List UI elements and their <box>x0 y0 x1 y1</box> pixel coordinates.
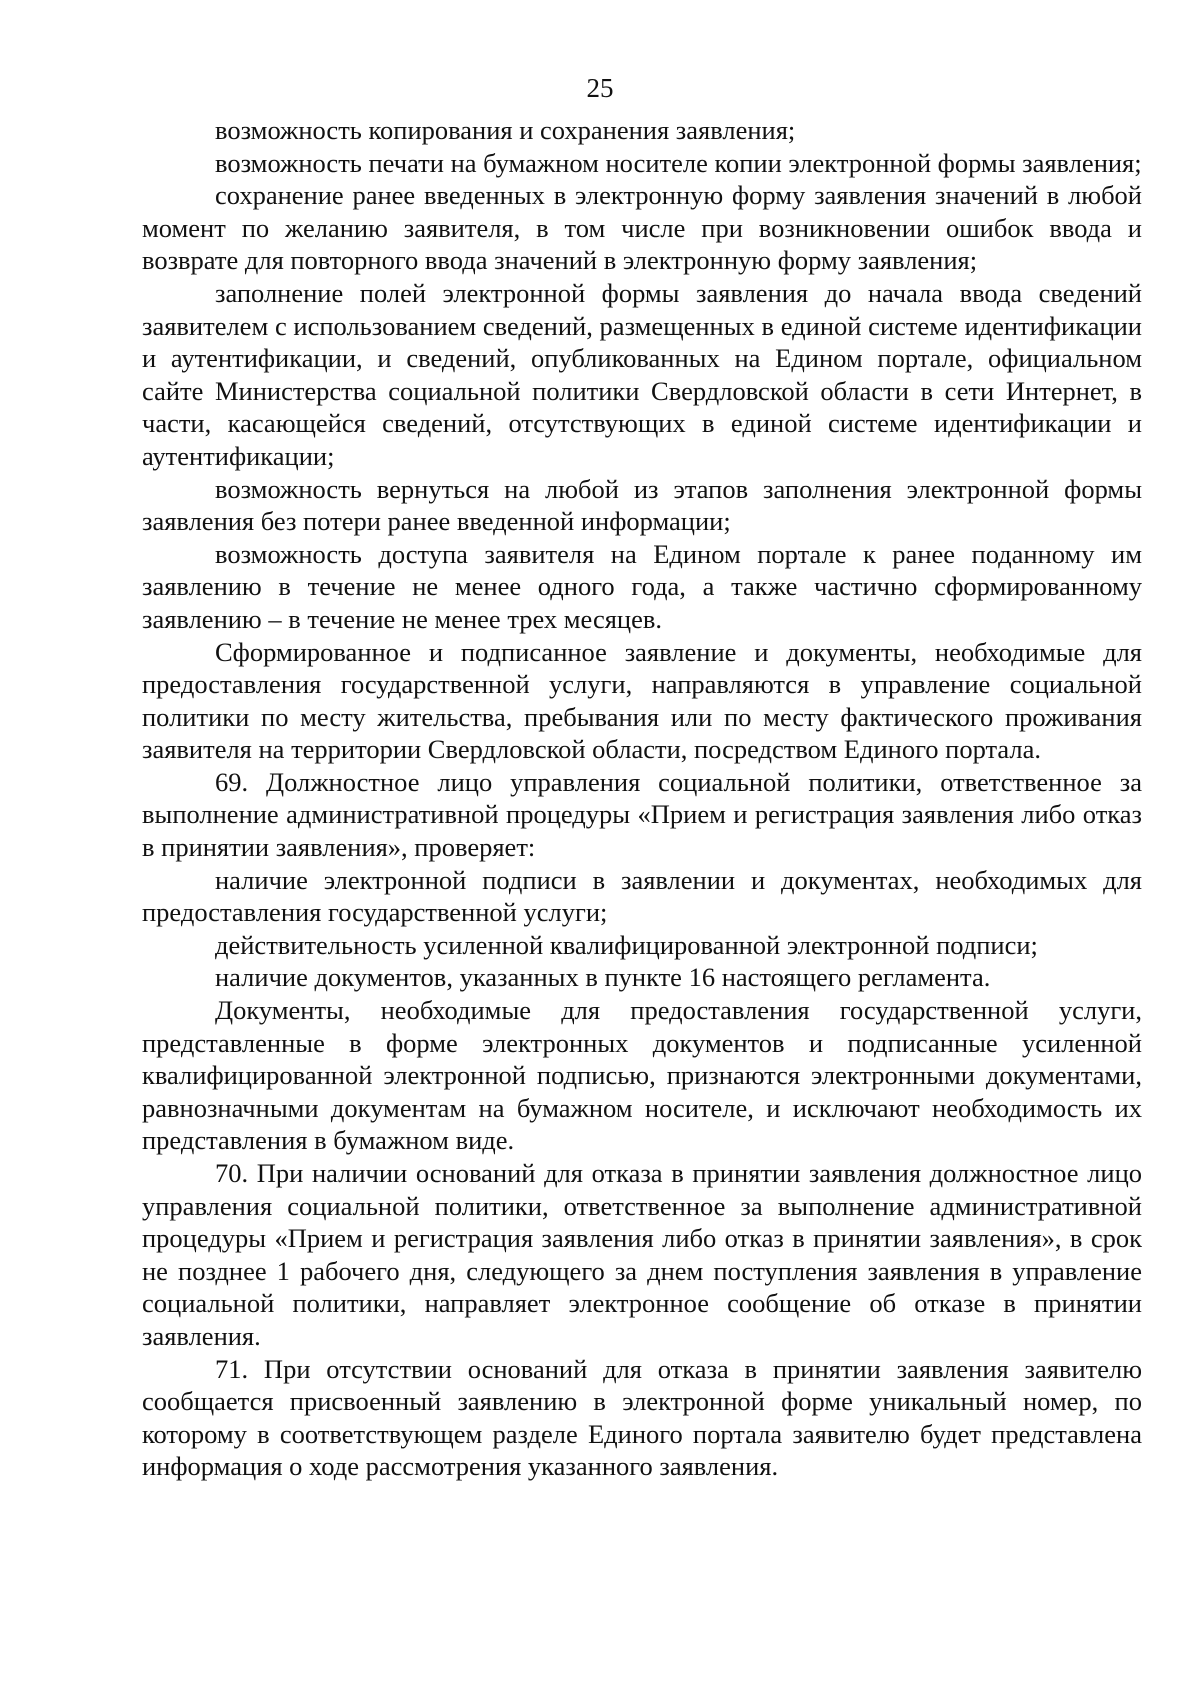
paragraph-item-69: 69. Должностное лицо управления социальной политики, ответственное за выполнение административной процедуры «Прием и регистрация заявления либо отказ в принятии заявления», проверяет: <box>142 766 1142 863</box>
paragraph-electronic-equivalence: Документы, необходимые для предоставления государственной услуги, представленные в форме электронных документов и подписанные усиленной квалифицированной электронной подписью, признаются электронными документами, равнозначными документам на бумажном носителе, и исключают необходимость их представления в бумажном виде. <box>142 995 1142 1156</box>
paragraph-save-values: сохранение ранее введенных в электронную форму заявления значений в любой момент по желанию заявителя, в том числе при возникновении ошибок ввода и возврате для повторного ввода значений в электронную форму заявления; <box>142 180 1142 276</box>
paragraph-copy-save: возможность копирования и сохранения заявления; <box>215 115 796 145</box>
document-body <box>142 114 1142 1483</box>
paragraph-item-70: 70. При наличии оснований для отказа в принятии заявления должностное лицо управления социальной политики, ответственное за выполнение административной процедуры «Прием и регистрация заявления либо отказ в принятии заявления», в срок не позднее 1 рабочего дня, следующего за днем поступления заявления в управление социальной политики, направляет электронное сообщение об отказе в принятии заявления. <box>142 1158 1142 1351</box>
paragraph-item-71: 71. При отсутствии оснований для отказа в принятии заявления заявителю сообщается присвоенный заявлению в электронной форме уникальный номер, по которому в соответствующем разделе Единого портала заявителю будет представлена информация о ходе рассмотрения указанного заявления. <box>142 1353 1142 1482</box>
paragraph-submission-routing: Сформированное и подписанное заявление и документы, необходимые для предоставления государственной услуги, направляются в управление социальной политики по месту жительства, пребывания или по месту фактического проживания заявителя на территории Свердловской области, посредством Единого портала. <box>142 636 1142 765</box>
paragraph-signature-validity: действительность усиленной квалифицированной электронной подписи; <box>215 929 1038 960</box>
paragraph-documents-presence: наличие документов, указанных в пункте 16 настоящего регламента. <box>215 962 991 993</box>
paragraph-signature-presence: наличие электронной подписи в заявлении и документах, необходимых для предоставления государственной услуги; <box>142 864 1142 928</box>
paragraph-autofill-fields: заполнение полей электронной формы заявления до начала ввода сведений заявителем с использованием сведений, размещенных в единой системе идентификации и аутентификации, и сведений, опубликованных на Едином портале, официальном сайте Министерства социальной политики Свердловской области в сети Интернет, в части, касающейся сведений, отсутствующих в единой системе идентификации и аутентификации; <box>142 277 1142 471</box>
paragraph-access-application: возможность доступа заявителя на Едином портале к ранее поданному им заявлению в течение не менее одного года, а также частично сформированному заявлению – в течение не менее трех месяцев. <box>142 538 1142 634</box>
paragraph-print-copy: возможность печати на бумажном носителе копии электронной формы заявления; <box>215 147 1142 178</box>
paragraph-return-to-step: возможность вернуться на любой из этапов заполнения электронной формы заявления без потери ранее введенной информации; <box>142 473 1142 537</box>
page-number: 25 <box>586 73 614 103</box>
